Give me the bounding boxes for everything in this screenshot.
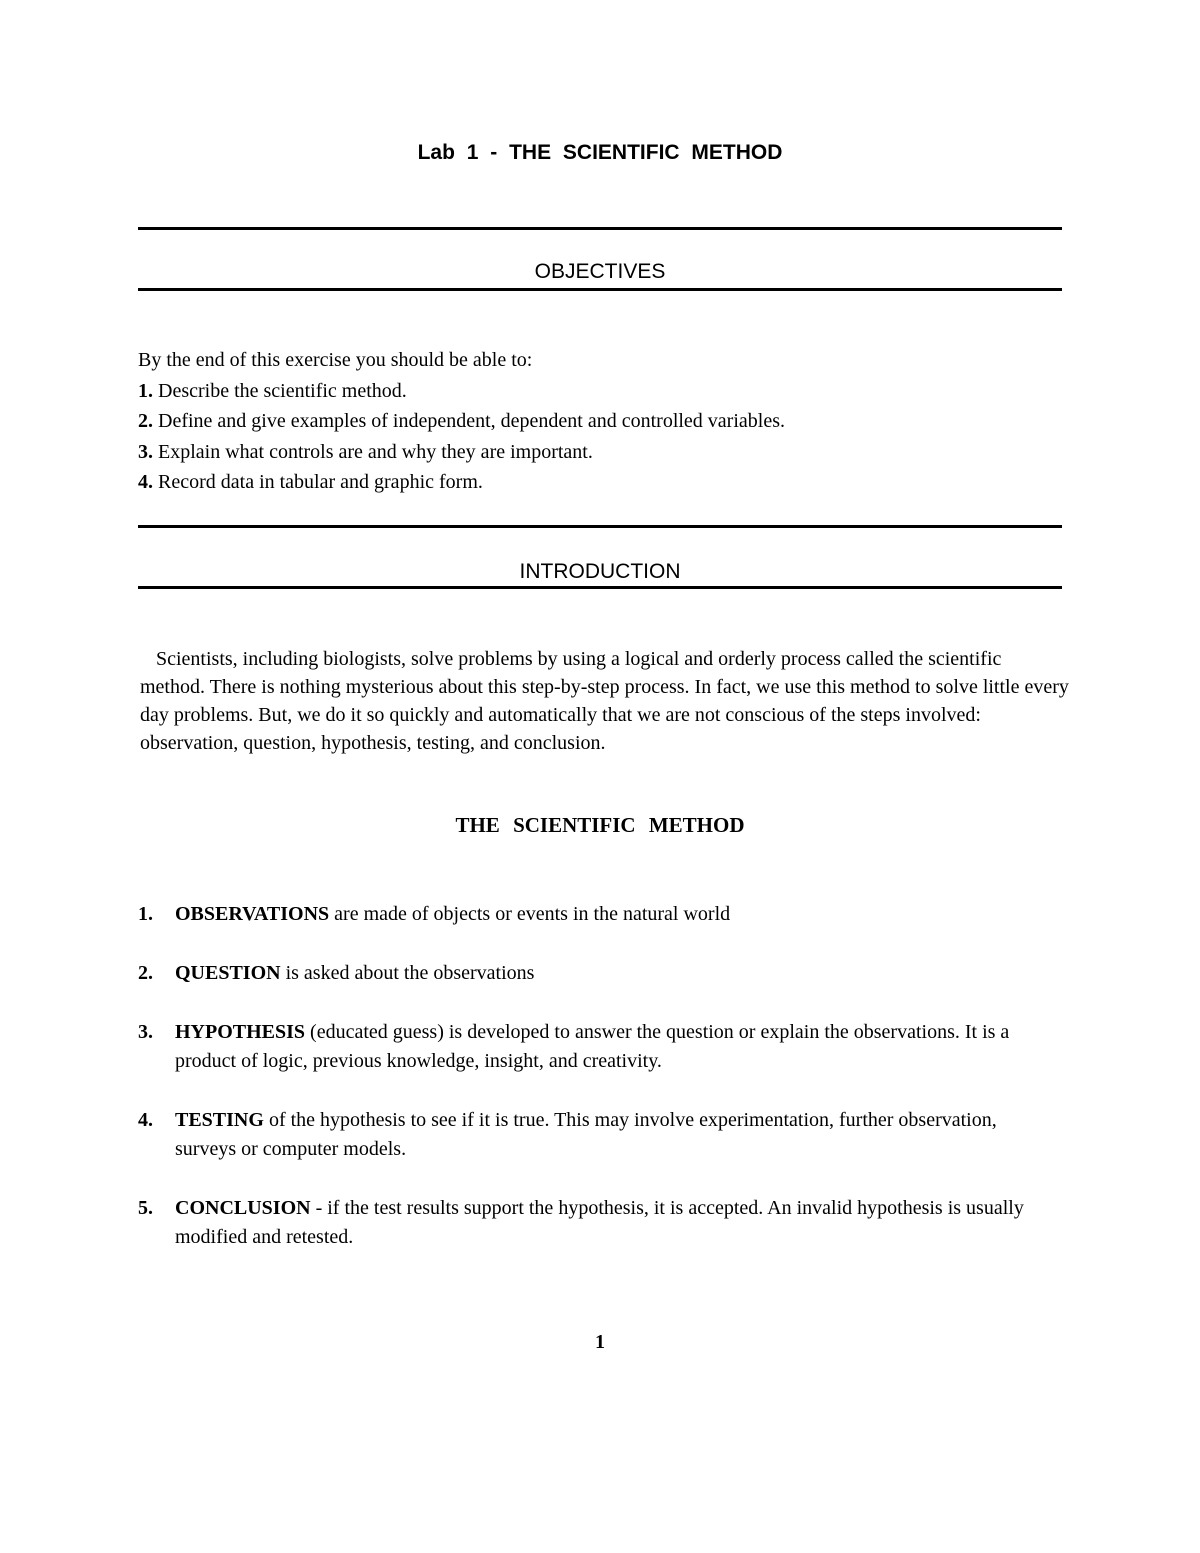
- divider-line: [138, 586, 1062, 589]
- objective-text: Explain what controls are and why they are important.: [158, 440, 593, 463]
- method-step: [138, 900, 1058, 929]
- method-steps-list: [138, 900, 1058, 1282]
- step-term: QUESTION: [175, 962, 281, 984]
- step-text: is asked about the observations: [285, 962, 535, 984]
- objectives-section: [138, 345, 1062, 498]
- introduction-heading: INTRODUCTION: [519, 560, 681, 583]
- scientific-method-heading: THE SCIENTIFIC METHOD: [455, 813, 745, 837]
- step-text: (educated guess) is developed to answer the question or explain the observations. It is a product of logic, previous knowledge, insight, and creativity.: [175, 1021, 1010, 1072]
- divider-line: [138, 525, 1062, 528]
- method-step: [138, 959, 1058, 988]
- divider-line: [138, 227, 1062, 230]
- method-step: [138, 1194, 1058, 1252]
- objective-text: Define and give examples of independent, dependent and controlled variables.: [158, 410, 785, 432]
- objective-text: Record data in tabular and graphic form.: [158, 471, 483, 493]
- introduction-paragraph: Scientists, including biologists, solve problems by using a logical and orderly process called the scientific method. There is nothing mysterious about this step-by-step process. In fact, we use this method to solve little every day problems. But, we do it so quickly and automatically that we are not conscious of the steps involved: observation, question, hypothesis, testing, and conclusion.: [140, 648, 1069, 754]
- objective-number: 1.: [138, 379, 153, 402]
- page-title: Lab 1 - THE SCIENTIFIC METHOD: [417, 141, 783, 164]
- step-number: 5.: [138, 1197, 153, 1219]
- step-text: of the hypothesis to see if it is true. This may involve experimentation, further observation, surveys or computer models.: [175, 1109, 997, 1160]
- objective-number: 2.: [138, 410, 153, 432]
- step-text: - if the test results support the hypothesis, it is accepted. An invalid hypothesis is usually modified and retested.: [175, 1197, 1024, 1248]
- objective-number: 3.: [138, 440, 153, 463]
- step-text: are made of objects or events in the natural world: [334, 903, 731, 925]
- objectives-heading: OBJECTIVES: [534, 260, 666, 283]
- objective-item: [138, 406, 1062, 437]
- objectives-intro: By the end of this exercise you should be able to:: [138, 349, 533, 371]
- step-number: 2.: [138, 962, 153, 984]
- method-step: [138, 1106, 1058, 1164]
- page-number: 1: [595, 1331, 605, 1353]
- step-number: 3.: [138, 1021, 153, 1043]
- step-term: HYPOTHESIS: [175, 1021, 306, 1043]
- objective-item: [138, 437, 1062, 468]
- method-step: [138, 1018, 1058, 1076]
- objective-number: 4.: [138, 471, 153, 493]
- objective-item: [138, 467, 1062, 498]
- step-term: OBSERVATIONS: [175, 903, 330, 925]
- step-term: TESTING: [175, 1109, 264, 1131]
- objective-item: [138, 376, 1062, 407]
- objectives-list: [138, 376, 1062, 498]
- step-number: 4.: [138, 1109, 153, 1131]
- divider-line: [138, 288, 1062, 291]
- step-term: CONCLUSION: [175, 1197, 311, 1219]
- objective-text: Describe the scientific method.: [158, 379, 407, 402]
- step-number: 1.: [138, 903, 153, 925]
